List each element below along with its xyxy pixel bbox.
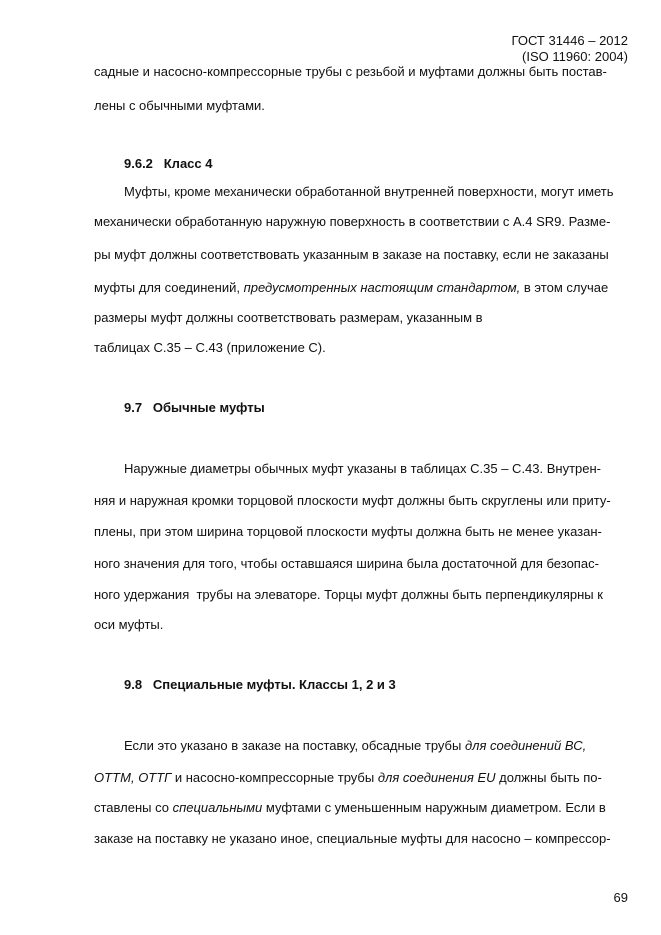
italic-text: предусмотренных настоящим стандартом,: [243, 280, 521, 295]
italic-text: специальными: [172, 800, 263, 815]
page-number: 69: [613, 890, 628, 905]
section-heading-9-8: 9.8 Специальные муфты. Классы 1, 2 и 3: [124, 677, 396, 692]
text-run: и насосно-компрессорные трубы: [171, 770, 378, 785]
paragraph-line: размеры муфт должны соответствовать размерам, указанным в: [94, 310, 483, 325]
paragraph-line: [94, 280, 608, 295]
paragraph-line: лены с обычными муфтами.: [94, 98, 265, 113]
paragraph-line: ры муфт должны соответствовать указанным в заказе на поставку, если не заказаны: [94, 247, 609, 262]
italic-text: для соединений ВС,: [464, 738, 587, 753]
paragraph-line: заказе на поставку не указано иное, специальные муфты для насосно – компрессор-: [94, 831, 611, 846]
italic-text: ОТТМ, ОТТГ: [94, 770, 172, 785]
paragraph-line: садные и насосно-компрессорные трубы с резьбой и муфтами должны быть постав-: [94, 64, 607, 79]
section-heading-9-7: 9.7 Обычные муфты: [124, 400, 265, 415]
italic-text: для соединения EU: [377, 770, 496, 785]
standard-number: ГОСТ 31446 – 2012: [511, 33, 628, 48]
text-run: муфты для соединений,: [94, 280, 244, 295]
text-run: ставлены со: [94, 800, 173, 815]
paragraph-line: [124, 738, 586, 753]
iso-reference: (ISO 11960: 2004): [522, 49, 628, 64]
text-run: муфтами с уменьшенным наружным диаметром. Если в: [262, 800, 606, 815]
paragraph-line: [94, 800, 606, 815]
paragraph-line: таблицах С.35 – С.43 (приложение С).: [94, 340, 326, 355]
text-run: Если это указано в заказе на поставку, обсадные трубы: [124, 738, 465, 753]
text-run: в этом случае: [520, 280, 609, 295]
paragraph-line: плены, при этом ширина торцовой плоскости муфты должна быть не менее указан-: [94, 524, 602, 539]
paragraph-line: няя и наружная кромки торцовой плоскости муфт должны быть скруглены или приту-: [94, 493, 611, 508]
text-run: должны быть по-: [495, 770, 602, 785]
paragraph-line: оси муфты.: [94, 617, 164, 632]
paragraph-line: ного удержания трубы на элеваторе. Торцы муфт должны быть перпендикулярны к: [94, 587, 603, 602]
paragraph-line: механически обработанную наружную поверхность в соответствии с А.4 SR9. Разме-: [94, 214, 611, 229]
paragraph-line: Муфты, кроме механически обработанной внутренней поверхности, могут иметь: [124, 184, 614, 199]
paragraph-line: [94, 770, 602, 785]
standard-designation: [512, 33, 628, 65]
paragraph-line: Наружные диаметры обычных муфт указаны в таблицах С.35 – С.43. Внутрен-: [124, 461, 602, 476]
section-heading-9-6-2: 9.6.2 Класс 4: [124, 156, 213, 171]
paragraph-line: ного значения для того, чтобы оставшаяся ширина была достаточной для безопас-: [94, 556, 599, 571]
